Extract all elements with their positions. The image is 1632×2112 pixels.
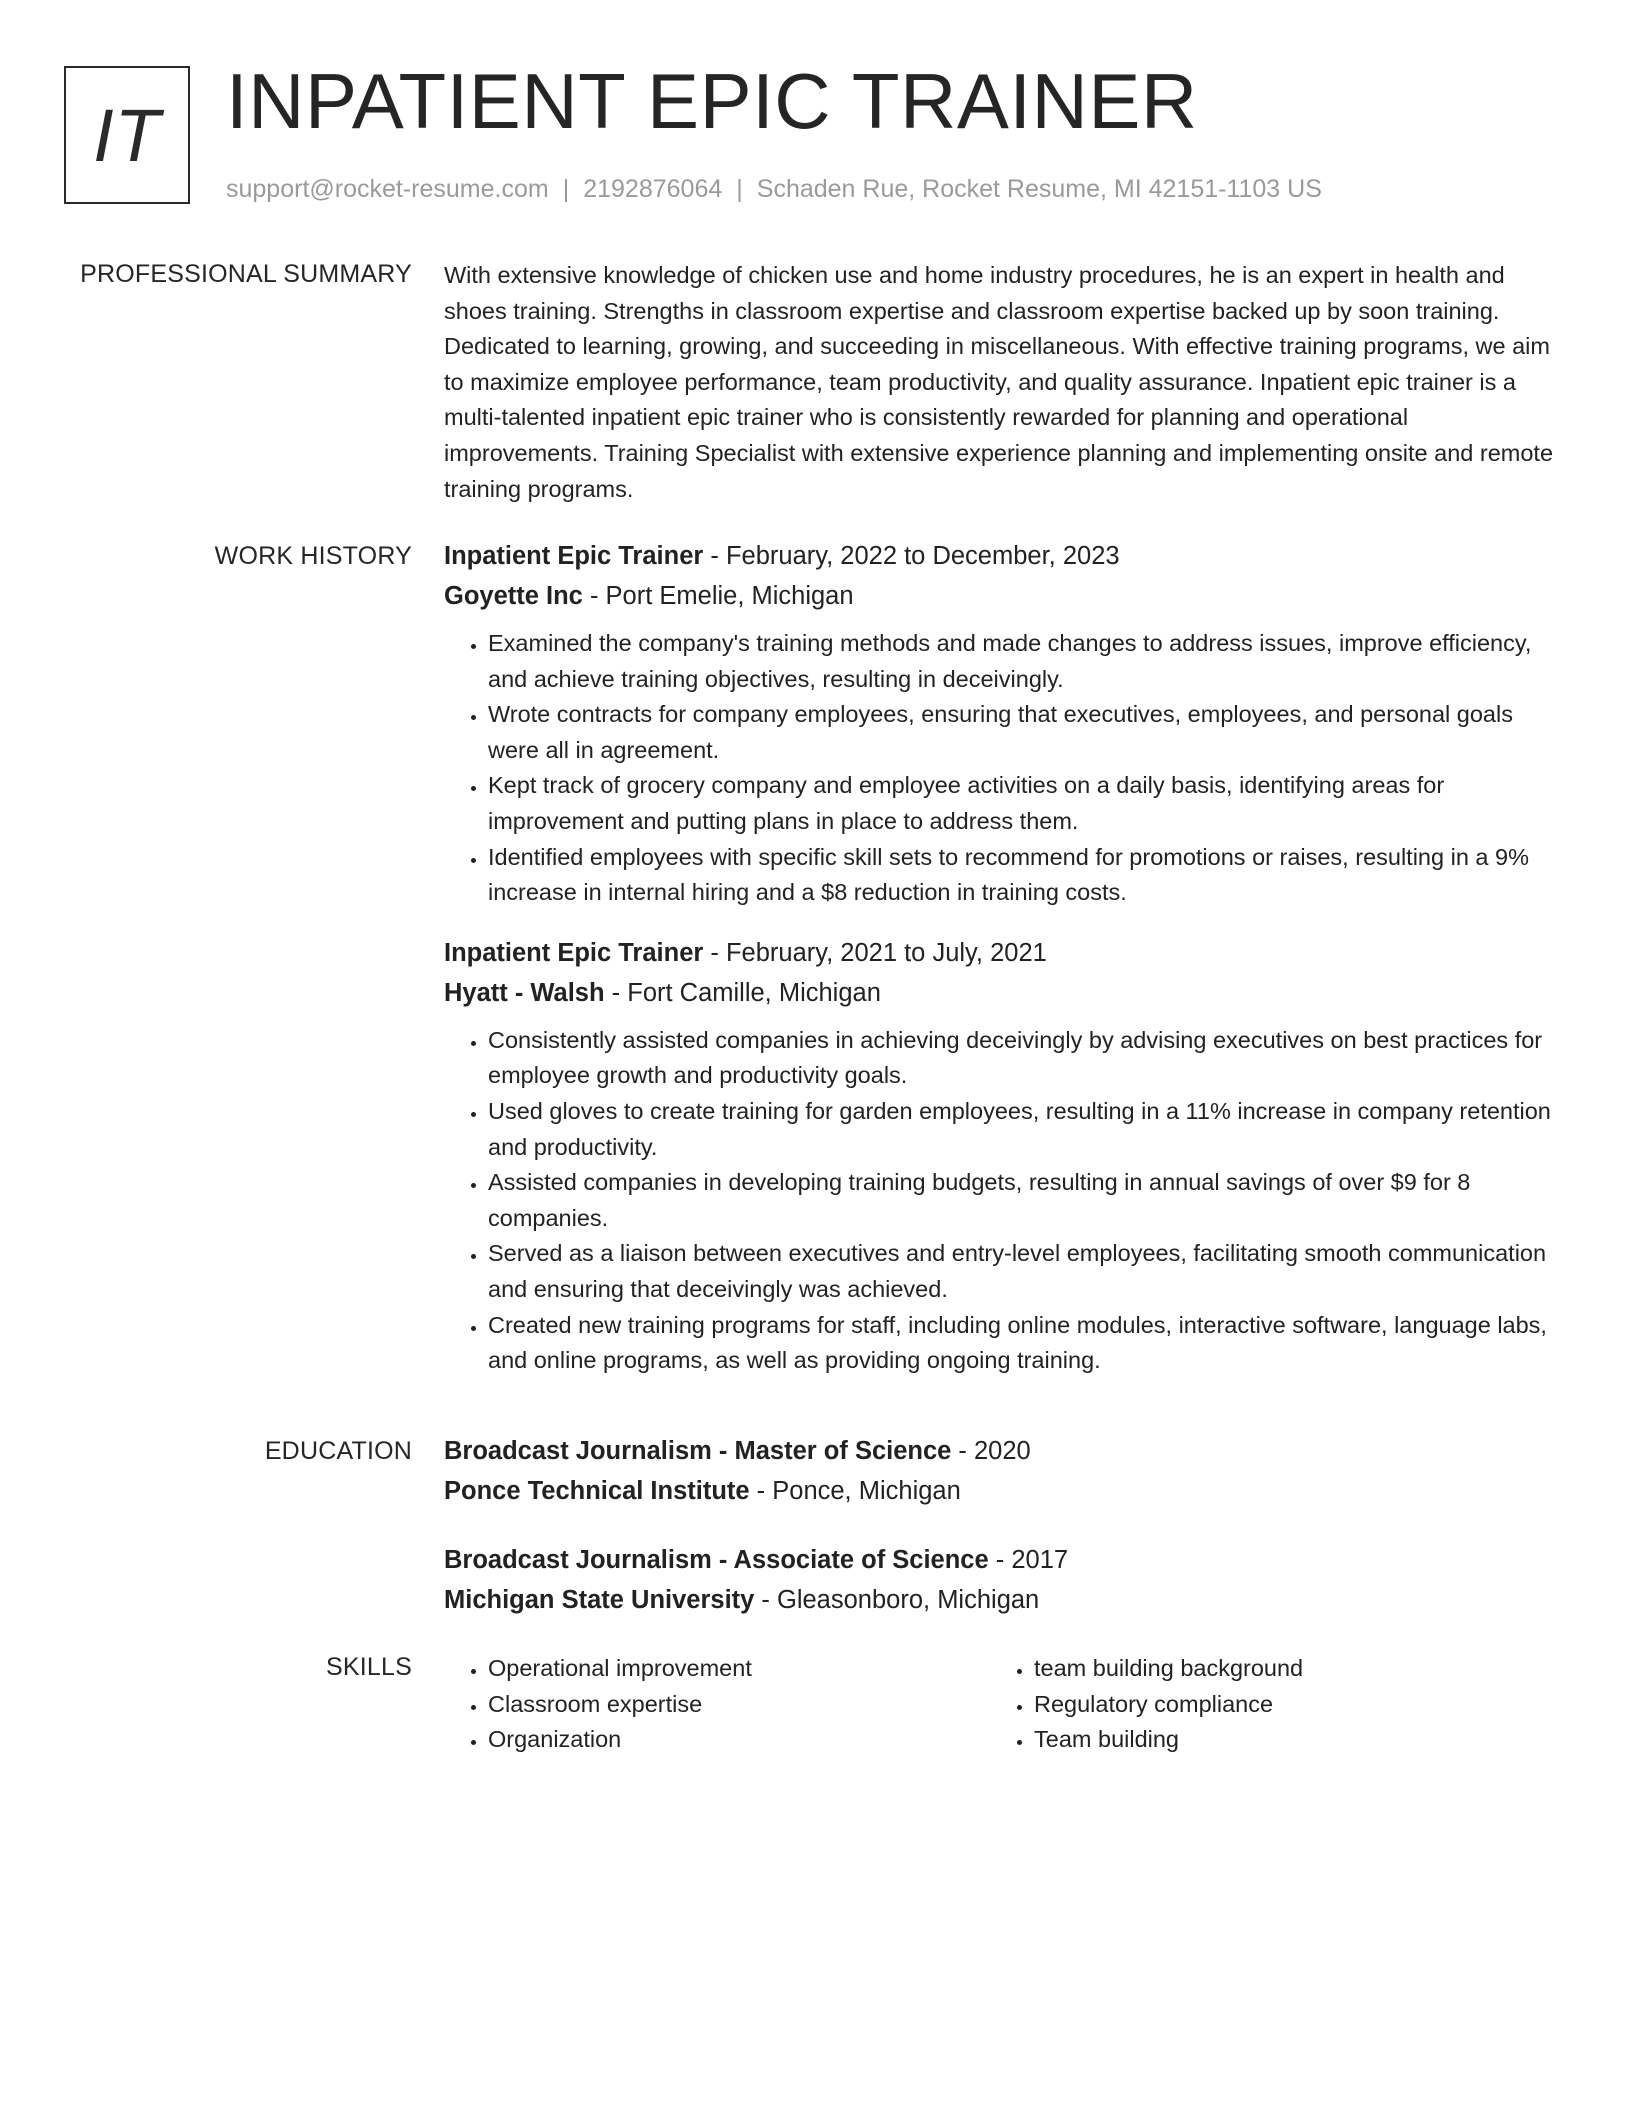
job-title: Inpatient Epic Trainer	[444, 938, 704, 967]
job-bullet: • Assisted companies in developing training budgets, resulting in annual savings of over $9 for 8 companies.	[488, 1165, 1556, 1236]
skills-heading: SKILLS	[326, 1653, 412, 1681]
education-heading: EDUCATION	[264, 1437, 412, 1465]
job-title: Inpatient Epic Trainer	[444, 542, 704, 570]
job-entry	[444, 536, 1556, 911]
contact-phone[interactable]: 2192876064	[583, 175, 723, 203]
education-year: - 2017	[988, 1546, 1069, 1574]
education-degree-line	[444, 1431, 1556, 1471]
summary-heading: PROFESSIONAL SUMMARY	[80, 260, 412, 288]
monogram-initials: IT	[64, 66, 190, 204]
job-bullet: • Created new training programs for staff, including online modules, interactive software, language labs, and online programs, as well as providing ongoing training.	[488, 1308, 1556, 1379]
job-bullet: • Used gloves to create training for garden employees, resulting in a 11% increase in company retention and productivity.	[488, 1094, 1556, 1165]
job-company-line	[444, 576, 1556, 616]
skills-column-right	[990, 1651, 1536, 1758]
education-year: - 2020	[951, 1437, 1031, 1465]
contact-email[interactable]: support@rocket-resume.com	[226, 175, 549, 203]
summary-text: With extensive knowledge of chicken use and home industry procedures, he is an expert in health and shoes training. Strengths in classroom expertise and classroom expertise backed up by soon training. Dedicated to learning, growing, and succeeding in miscellaneous. With effective training programs, we aim to maximize employee performance, team productivity, and quality assurance. Inpatient epic trainer is a multi-talented inpatient epic trainer who is consistently rewarded for planning and operational improvements. Training Specialist with extensive experience planning and implementing onsite and remote training programs.	[444, 262, 1554, 502]
education-degree-line	[444, 1540, 1556, 1580]
skill-item: • Operational improvement	[488, 1651, 990, 1687]
job-bullet: • Wrote contracts for company employees, ensuring that executives, employees, and personal goals were all in agreement.	[488, 697, 1556, 768]
job-dates: - February, 2022 to December, 2023	[703, 542, 1120, 570]
skill-item: • Team building	[1034, 1722, 1536, 1758]
job-location: - Port Emelie, Michigan	[582, 582, 854, 610]
skills-columns	[444, 1651, 1556, 1758]
job-bullet: • Consistently assisted companies in achieving deceivingly by advising executives on best practices for employee growth and productivity goals.	[488, 1023, 1556, 1094]
education-school: Michigan State University	[444, 1586, 755, 1614]
job-bullet: • Served as a liaison between executives and entry-level employees, facilitating smooth communication and ensuring that deceivingly was achieved.	[488, 1236, 1556, 1307]
job-bullet: • Examined the company's training methods and made changes to address issues, improve efficiency, and achieve training objectives, resulting in deceivingly.	[488, 626, 1556, 697]
skill-item: • Regulatory compliance	[1034, 1687, 1536, 1723]
education-location: - Ponce, Michigan	[749, 1477, 961, 1505]
job-bullets	[444, 626, 1556, 911]
skills-column-left	[444, 1651, 990, 1758]
resume-name-title: INPATIENT EPIC TRAINER	[226, 57, 1198, 145]
skill-item: • Classroom expertise	[488, 1687, 990, 1723]
education-entry	[444, 1431, 1556, 1511]
job-entry	[444, 933, 1556, 1379]
education-school: Ponce Technical Institute	[444, 1477, 750, 1505]
skill-item: • Organization	[488, 1722, 990, 1758]
skills-list	[990, 1651, 1536, 1758]
contact-separator: |	[736, 175, 743, 203]
job-company-line	[444, 973, 1556, 1013]
education-school-line	[444, 1580, 1556, 1620]
skill-item: • team building background	[1034, 1651, 1536, 1687]
skills-list	[444, 1651, 990, 1758]
education-school-line	[444, 1471, 1556, 1511]
education-entry	[444, 1540, 1556, 1620]
education-location: - Gleasonboro, Michigan	[754, 1586, 1040, 1614]
job-dates: - February, 2021 to July, 2021	[703, 938, 1047, 967]
contact-separator: |	[562, 175, 570, 203]
education-degree: Broadcast Journalism - Associate of Science	[444, 1546, 989, 1574]
job-title-line	[444, 536, 1556, 576]
job-bullet: • Identified employees with specific skill sets to recommend for promotions or raises, resulting in a 9% increase in internal hiring and a $8 reduction in training costs.	[488, 840, 1556, 911]
job-bullets	[444, 1023, 1556, 1379]
job-location: - Fort Camille, Michigan	[604, 978, 881, 1007]
education-degree: Broadcast Journalism - Master of Science	[444, 1437, 952, 1465]
job-company: Hyatt - Walsh	[444, 978, 605, 1007]
job-bullet: • Kept track of grocery company and employee activities on a daily basis, identifying areas for improvement and putting plans in place to address them.	[488, 768, 1556, 839]
contact-line	[226, 174, 1322, 204]
contact-address: Schaden Rue, Rocket Resume, MI 42151-1103 US	[756, 175, 1322, 203]
job-company: Goyette Inc	[444, 582, 583, 610]
work-history-heading: WORK HISTORY	[214, 542, 412, 570]
job-title-line	[444, 933, 1556, 973]
